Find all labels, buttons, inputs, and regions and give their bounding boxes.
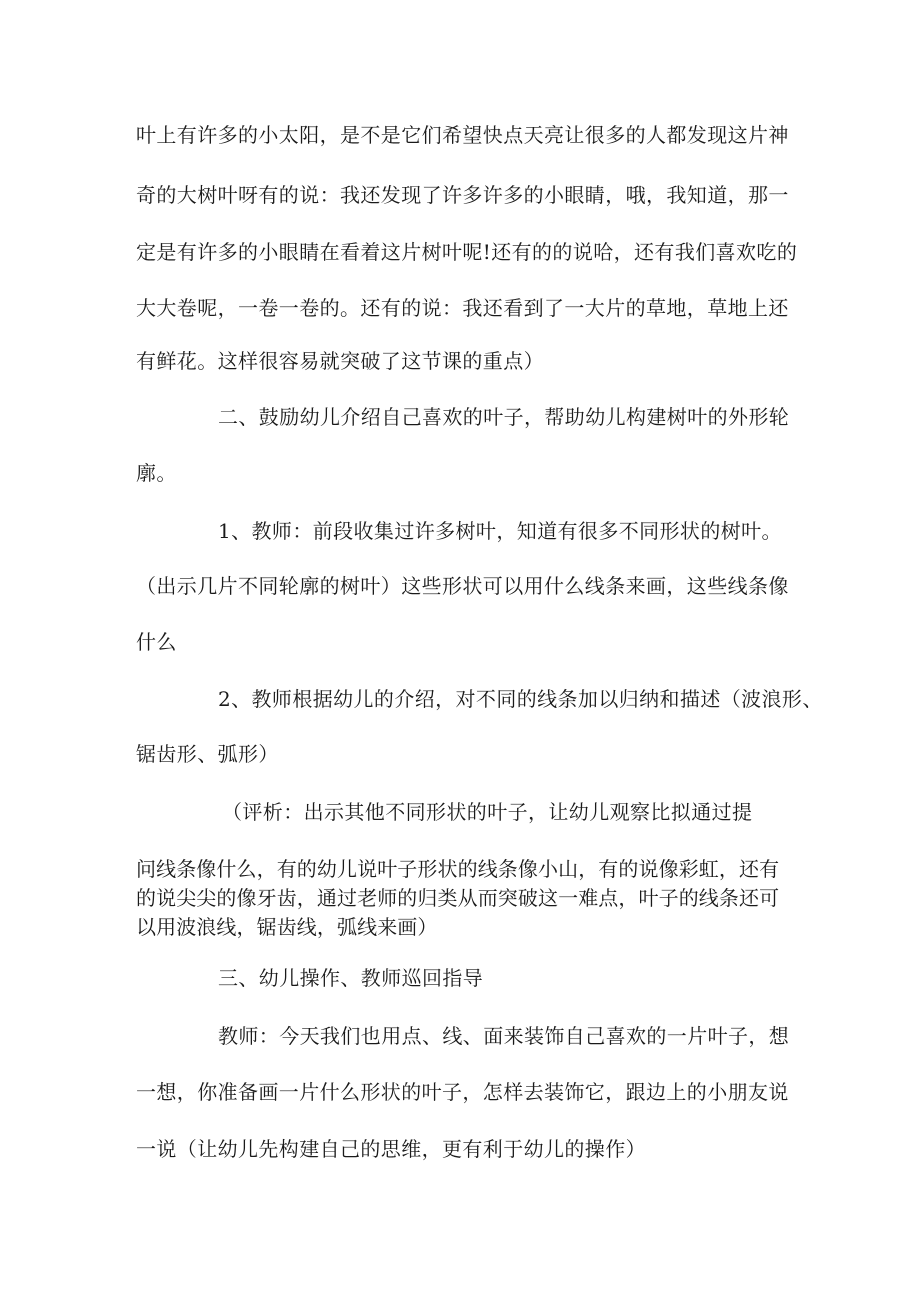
- text-line: （出示几片不同轮廓的树叶）这些形状可以用什么线条来画，这些线条像: [136, 574, 789, 598]
- text-line: 以用波浪线，锯齿线，弧线来画）: [136, 915, 438, 939]
- text-line: 大大卷呢，一卷一卷的。还有的说：我还看到了一大片的草地，草地上还: [136, 296, 789, 320]
- text-line: 叶上有许多的小太阳，是不是它们希望快点天亮让很多的人都发现这片神: [136, 123, 789, 147]
- text-line: 什么: [136, 630, 177, 654]
- text-line: 一说（让幼儿先构建自己的思维，更有利于幼儿的操作）: [136, 1137, 646, 1161]
- text-line: 2、教师根据幼儿的介绍，对不同的线条加以归纳和描述（波浪形、: [218, 687, 823, 711]
- text-line: （评析：出示其他不同形状的叶子，让幼儿观察比拟通过提: [222, 800, 753, 824]
- text-line: 的说尖尖的像牙齿，通过老师的归类从而突破这一难点，叶子的线条还可: [136, 886, 780, 910]
- section-heading: 三、幼儿操作、教师巡回指导: [218, 966, 484, 990]
- text-line: 廓。: [136, 461, 177, 485]
- text-line: 教师：今天我们也用点、线、面来装饰自己喜欢的一片叶子，想: [218, 1024, 790, 1048]
- text-line: 奇的大树叶呀有的说：我还发现了许多许多的小眼睛，哦，我知道，那一: [136, 183, 789, 207]
- text-line: 一想，你准备画一片什么形状的叶子，怎样去装饰它，跟边上的小朋友说: [136, 1080, 789, 1104]
- text-line: 1、教师：前段收集过许多树叶，知道有很多不同形状的树叶。: [218, 519, 782, 543]
- text-line: 锯齿形、弧形）: [136, 742, 279, 766]
- section-heading: 二、鼓励幼儿介绍自己喜欢的叶子，帮助幼儿构建树叶的外形轮: [218, 405, 790, 429]
- text-line: 问线条像什么，有的幼儿说叶子形状的线条像小山，有的说像彩虹，还有: [136, 857, 780, 881]
- text-line: 定是有许多的小眼睛在看着这片树叶呢!还有的的说哈，还有我们喜欢吃的: [136, 240, 798, 264]
- text-line: 有鲜花。这样很容易就突破了这节课的重点）: [136, 349, 544, 373]
